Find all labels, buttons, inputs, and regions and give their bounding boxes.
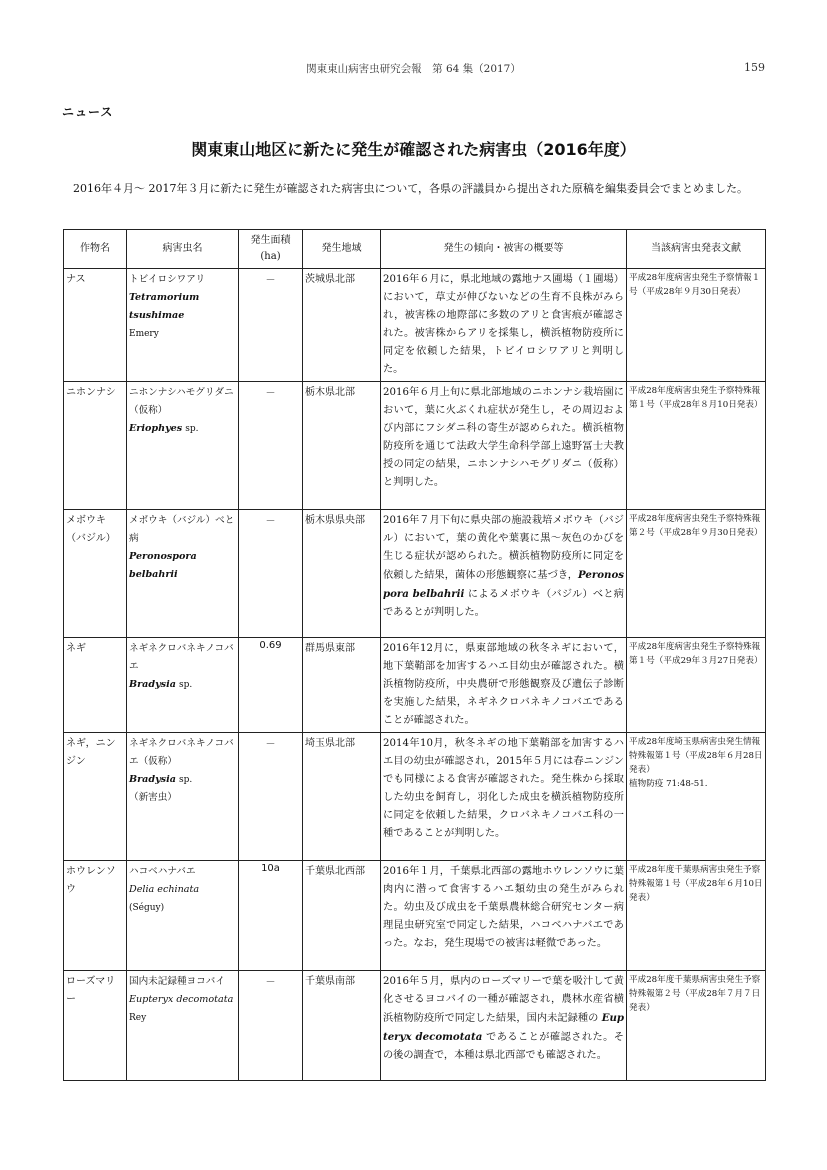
summary-text-after: であることが確認された。その後の調査で，本種は県北西部でも確認された。: [383, 1032, 624, 1061]
cell-reference: 平成28年度千葉県病害虫発生予察特殊報第２号（平成28年７月７日発表）: [627, 971, 766, 1081]
cell-region: 千葉県南部: [303, 971, 381, 1081]
summary-text-before: 2016年５月，県内のローズマリーで葉を吸汁して黄化させるヨコバイの一種が確認され，農林水産省横浜植物防疫所で同定した結果，国内未記録種の: [383, 976, 624, 1024]
cell-pest: [127, 638, 239, 733]
pest-scientific-name: Delia echinata: [129, 884, 200, 895]
section-label: ニュース: [62, 105, 114, 119]
cell-area: 0.69: [239, 638, 303, 733]
pest-note: （新害虫）: [129, 792, 177, 803]
cell-crop: ローズマリー: [64, 971, 127, 1081]
table-row: [64, 971, 766, 1081]
cell-crop: ニホンナシ: [64, 382, 127, 510]
col-header-area-unit: (ha): [260, 251, 281, 262]
cell-area: 10a: [239, 861, 303, 971]
pest-author: sp.: [179, 680, 193, 690]
table-header-row: [64, 230, 766, 269]
pest-author: sp.: [185, 424, 199, 434]
cell-area: －: [239, 733, 303, 861]
cell-crop: メボウキ（バジル）: [64, 510, 127, 638]
pest-japanese-name: ハコベハナバエ: [129, 866, 196, 877]
intro-paragraph: 2016年４月～ 2017年３月に新たに発生が確認された病害虫について，各県の評議員から提出された原稿を編集委員会でまとめました。: [73, 182, 749, 195]
page-number: 159: [744, 61, 765, 74]
cell-reference: 平成28年度病害虫発生予察特殊報第１号（平成29年３月27日発表）: [627, 638, 766, 733]
table-row: [64, 269, 766, 382]
reference-text: 平成28年度埼玉県病害虫発生情報 特殊報第１号（平成28年６月28日発表）: [629, 737, 769, 775]
pest-author: (Séguy): [129, 903, 165, 913]
cell-reference: [627, 733, 769, 861]
cell-summary: [381, 510, 627, 638]
pest-scientific-name: Peronospora belbahrii: [129, 551, 197, 580]
pest-scientific-name: Bradysia: [129, 679, 176, 690]
cell-crop: ネギ: [64, 638, 127, 733]
reference-secondary: 植物防疫 71:48-51.: [629, 779, 708, 789]
cell-summary: 2016年１月，千葉県北西部の露地ホウレンソウに葉肉内に潜って食害するハエ類幼虫の発生がみられた。幼虫及び成虫を千葉県農林総合研究センター病理昆虫研究室で同定した結果，ハコベハナバエであった。なお，発生現場での被害は軽微であった。: [381, 861, 627, 971]
col-header-crop: 作物名: [64, 230, 127, 269]
cell-reference: 平成28年度病害虫発生予察特殊報第２号（平成28年９月30日発表）: [627, 510, 766, 638]
cell-region: 千葉県北西部: [303, 861, 381, 971]
cell-pest: [127, 382, 239, 510]
pest-japanese-name: トビイロシワアリ: [129, 274, 206, 285]
pest-author: sp.: [179, 775, 193, 785]
article-title: 関東東山地区に新たに発生が確認された病害虫（2016年度）: [191, 140, 636, 159]
cell-reference: 平成28年度病害虫発生予察特殊報第１号（平成28年８月10日発表）: [627, 382, 766, 510]
summary-scientific-name: Peronospora belbahrii: [383, 569, 624, 600]
cell-pest: [127, 269, 239, 382]
pest-japanese-name: 国内未記録種ヨコバイ: [129, 976, 225, 987]
cell-region: 埼玉県北部: [303, 733, 381, 861]
pest-japanese-name: メボウキ（バジル）べと病: [129, 515, 235, 544]
summary-text-before: 2016年７月下旬に県央部の施設栽培メボウキ（バジル）において，葉の黄化や葉裏に黒～灰色のかびを生じる症状が認められた。横浜植物防疫所に同定を依頼した結果，菌体の形態観察に基づき，: [383, 515, 624, 581]
table-row: [64, 733, 766, 861]
pest-scientific-name: Bradysia: [129, 774, 176, 785]
cell-summary: 2016年12月に，県東部地域の秋冬ネギにおいて，地下葉鞘部を加害するハエ目幼虫が確認された。横浜植物防疫所，中央農研で形態観察及び遺伝子診断を実施した結果，ネギネクロバネキノコバエであることが確認された。: [381, 638, 627, 733]
col-header-area-label: 発生面積: [250, 235, 291, 246]
cell-summary: [381, 971, 627, 1081]
pest-japanese-name: ネギネクロバネキノコバエ: [129, 643, 234, 672]
running-header: [0, 61, 827, 77]
table-row: [64, 638, 766, 733]
cell-region: 栃木県北部: [303, 382, 381, 510]
col-header-pest: 病害虫名: [127, 230, 239, 269]
cell-summary: 2016年６月に，県北地域の露地ナス圃場（１圃場）において，草丈が伸びないなどの生育不良株がみられ，被害株の地際部に多数のアリと食害痕が確認された。被害株からアリを採集し，横浜植物防疫所に同定を依頼した結果，トビイロシワアリと判明した。: [381, 269, 627, 382]
cell-area: －: [239, 971, 303, 1081]
cell-crop: ネギ，ニンジン: [64, 733, 127, 861]
cell-pest: [127, 510, 239, 638]
col-header-reference: 当該病害虫発表文献: [627, 230, 766, 269]
journal-citation: 関東東山病害虫研究会報 第 64 集（2017）: [306, 63, 521, 75]
pest-japanese-name: ネギネクロバネキノコバエ（仮称）: [129, 738, 234, 767]
cell-region: 茨城県北部: [303, 269, 381, 382]
col-header-area: [239, 230, 303, 269]
pest-author: Rey: [129, 1013, 147, 1023]
table-row: [64, 861, 766, 971]
cell-area: －: [239, 382, 303, 510]
pest-scientific-name: Eupteryx decomotata: [129, 994, 234, 1005]
table-row: [64, 382, 766, 510]
summary-scientific-name: Eupteryx decomotata: [383, 1012, 624, 1043]
pest-japanese-name: ニホンナシハモグリダニ（仮称）: [129, 387, 234, 416]
pest-scientific-name: Eriophyes: [129, 423, 183, 434]
cell-crop: ホウレンソウ: [64, 861, 127, 971]
table-row: [64, 510, 766, 638]
summary-text-after: によるメボウキ（バジル）べと病であるとが判明した。: [383, 589, 624, 618]
cell-reference: 平成28年度病害虫発生予察情報１号（平成28年９月30日発表）: [627, 269, 766, 382]
pest-scientific-name: Tetramorium tsushimae: [129, 292, 200, 321]
cell-area: －: [239, 269, 303, 382]
cell-reference: 平成28年度千葉県病害虫発生予察特殊報第１号（平成28年６月10日発表）: [627, 861, 766, 971]
cell-pest: [127, 733, 239, 861]
cell-region: 栃木県県央部: [303, 510, 381, 638]
cell-pest: [127, 861, 239, 971]
pest-table: [63, 229, 769, 1081]
col-header-summary: 発生の傾向・被害の概要等: [381, 230, 627, 269]
pest-author: Emery: [129, 329, 159, 339]
col-header-region: 発生地域: [303, 230, 381, 269]
cell-area: －: [239, 510, 303, 638]
cell-summary: 2016年６月上旬に県北部地域のニホンナシ栽培園において，葉に火ぶくれ症状が発生し，その周辺および内部にフシダニ科の寄生が認められた。横浜植物防疫所を通じて法政大学生命科学部上遠野冨士夫教授の同定の結果，ニホンナシハモグリダニ（仮称）と判明した。: [381, 382, 627, 510]
cell-summary: 2014年10月，秋冬ネギの地下葉鞘部を加害するハエ目の幼虫が確認され，2015年５月には春ニンジンでも同様による食害が確認された。発生株から採取した幼虫を飼育し，羽化した成虫を横浜植物防疫所に同定を依頼した結果，クロバネキノコバエ科の一種であることが判明した。: [381, 733, 627, 861]
cell-crop: ナス: [64, 269, 127, 382]
cell-region: 群馬県東部: [303, 638, 381, 733]
cell-pest: [127, 971, 239, 1081]
